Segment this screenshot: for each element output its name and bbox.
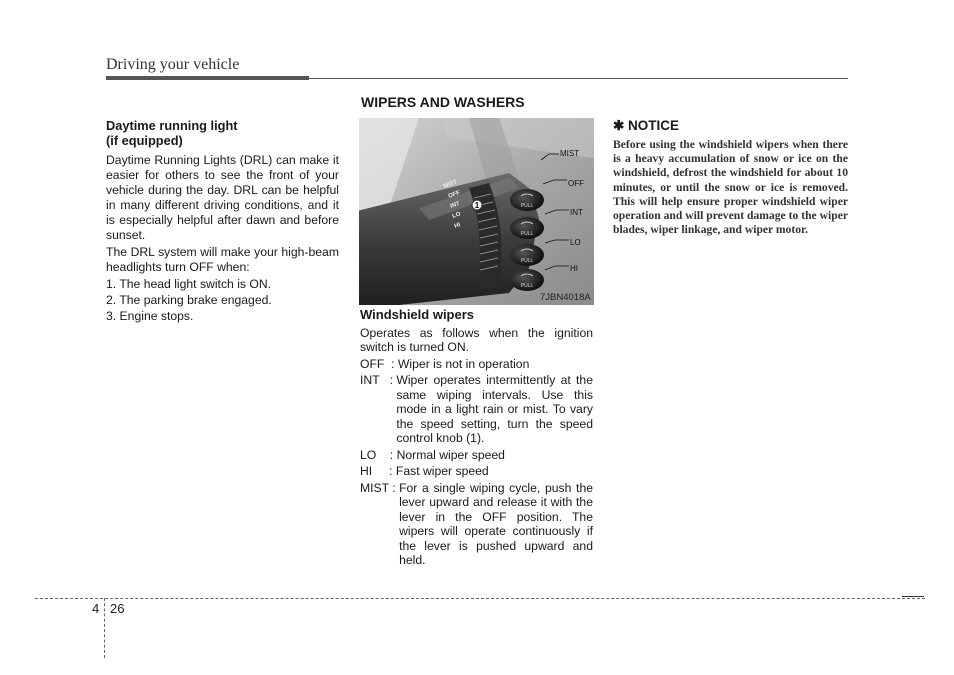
list-item: 3. Engine stops. <box>106 309 194 323</box>
windshield-wipers-section <box>360 308 593 570</box>
drl-paragraph-2: The DRL system will make your high-beam headlights turn OFF when: <box>106 245 339 274</box>
mode-description: Normal wiper speed <box>396 447 505 462</box>
header-rule-thin <box>309 78 848 79</box>
drl-paragraph-1: Daytime Running Lights (DRL) can make it easier for others to see the front of your vehicle during the day. DRL can be helpful in many different driving conditions, and it is especially helpful after dawn and before sunset. <box>106 153 339 242</box>
figure-label-hi: HI <box>570 264 578 273</box>
figure-label-lo: LO <box>570 238 581 247</box>
wiper-lever-illustration <box>359 118 594 305</box>
lever-text-hi: HI <box>453 222 462 230</box>
mode-description: Wiper is not in operation <box>397 356 530 371</box>
mode-description: For a single wiping cycle, push the lever upward and release it with the lever in the OFF position. The wipers will operate continuously if the lever is pushed upward and held. <box>399 480 593 567</box>
header-rule-thick <box>106 76 309 80</box>
wipers-intro: Operates as follows when the ignition switch is turned ON. <box>360 325 593 354</box>
mode-key: LO : <box>360 447 397 462</box>
drl-heading-line2: (if equipped) <box>106 133 183 148</box>
pull-label: PULL <box>520 258 534 264</box>
lever-text-int: INT <box>449 200 461 210</box>
lever-text-off: OFF <box>447 190 461 200</box>
figure-id: 7JBN4018A <box>540 292 591 303</box>
drl-heading <box>106 118 339 148</box>
notice-title: ✱ NOTICE <box>613 118 680 133</box>
footer-divider <box>35 598 925 599</box>
section-title: WIPERS AND WASHERS <box>361 94 525 110</box>
list-item: 1. The head light switch is ON. <box>106 277 272 291</box>
pull-label: PULL <box>520 203 534 209</box>
mode-item-int <box>360 373 593 446</box>
drl-conditions-list <box>106 277 339 324</box>
mode-item-mist <box>360 481 593 568</box>
mode-key: MIST : <box>360 480 400 495</box>
mode-item-hi <box>360 464 593 479</box>
mode-item-lo <box>360 448 593 463</box>
lever-text-lo: LO <box>451 211 462 220</box>
footer-vertical-divider <box>104 598 105 658</box>
drl-section <box>106 118 339 325</box>
mode-description: Fast wiper speed <box>395 464 489 478</box>
wiper-lever-figure <box>359 118 594 305</box>
pull-label: PULL <box>520 283 534 289</box>
figure-label-mist: MIST <box>560 149 580 158</box>
knob-callout-label: 1 <box>474 201 480 210</box>
page-number: 26 <box>110 601 125 616</box>
figure-label-int: INT <box>570 208 583 217</box>
drl-heading-line1: Daytime running light <box>106 118 238 133</box>
mode-description: Wiper operates intermittently at the same wiping intervals. Use this mode in a light rain or mist. To vary the speed setting, turn the speed control knob (1). <box>396 373 593 445</box>
notice-body: Before using the windshield wipers when there is a heavy accumulation of snow or ice on the windshield, defrost the windshield for about 10 minutes, or until the snow or ice is removed. This will help ensure proper windshield wiper operation and will prevent damage to the wiper blades, wiper linkage, and wiper motor. <box>613 138 848 237</box>
mode-key: OFF : <box>360 356 398 371</box>
footer-divider-end <box>902 596 924 597</box>
wipers-heading: Windshield wipers <box>360 307 475 322</box>
notice-section <box>613 118 848 237</box>
running-header: Driving your vehicle <box>106 56 240 73</box>
chapter-number: 4 <box>92 601 100 616</box>
lever-text-mist: MIST <box>442 179 459 190</box>
mode-key: HI : <box>360 464 396 478</box>
mode-item-off <box>360 357 593 372</box>
pull-label: PULL <box>520 231 534 237</box>
list-item: 2. The parking brake engaged. <box>106 293 272 307</box>
figure-label-off: OFF <box>568 179 584 188</box>
mode-key: INT : <box>360 373 397 387</box>
